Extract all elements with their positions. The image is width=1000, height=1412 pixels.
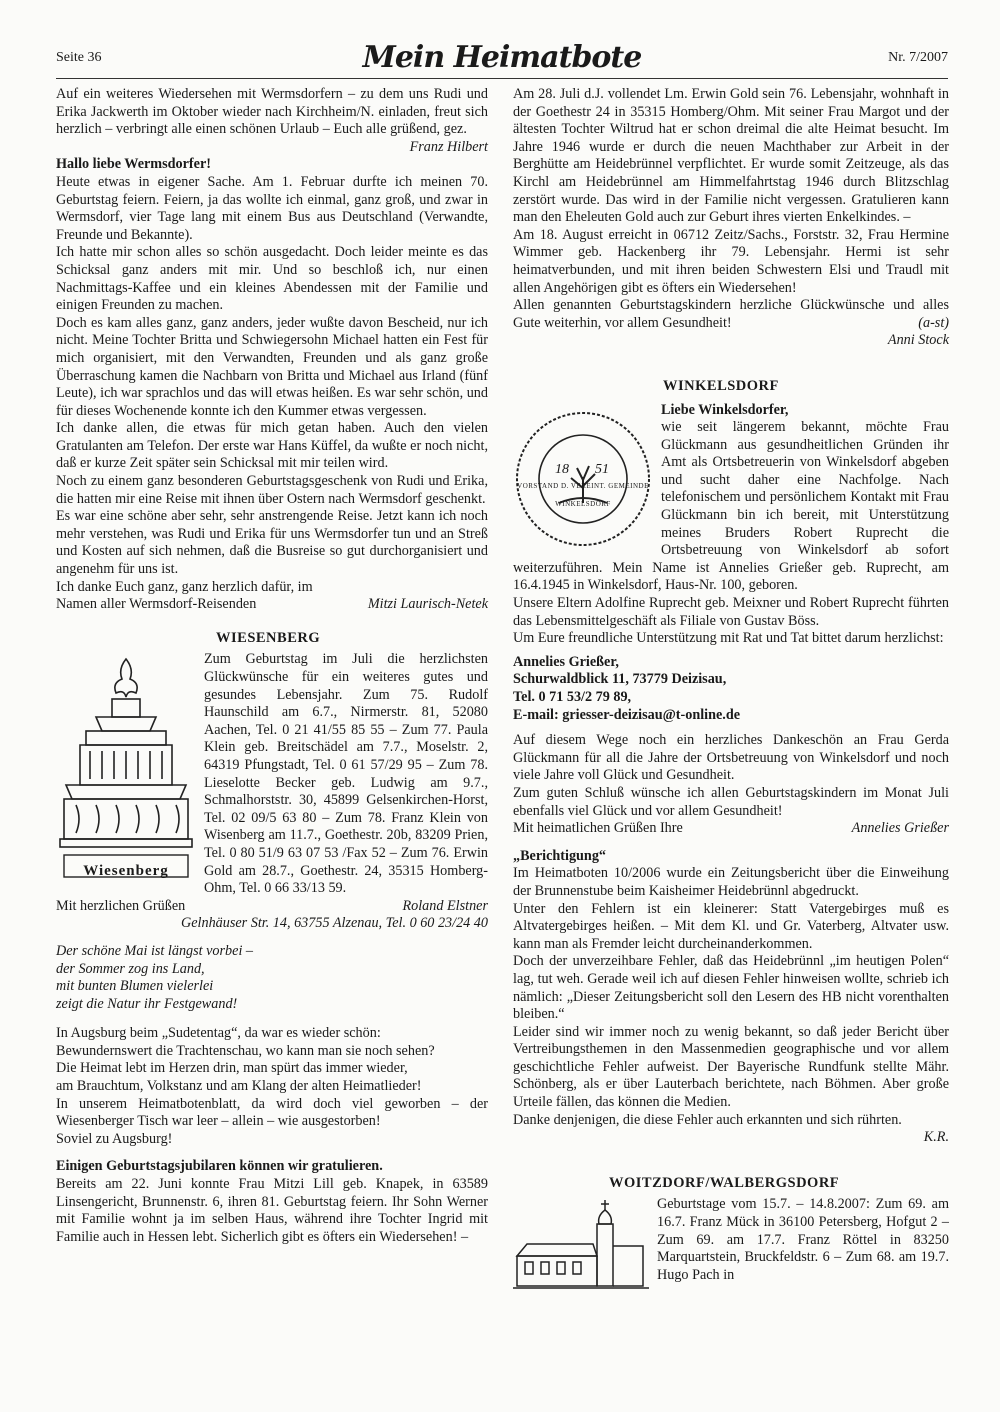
wishes-text: Allen genannten Geburtstagskindern herzliche Glückwünsche und alles Gute weiterhin, vor allem Gesundheit! bbox=[513, 297, 949, 331]
closing-line bbox=[56, 579, 488, 614]
augsburg-line: Bewundernswert die Trachtenschau, wo kann man sie noch sehen? bbox=[56, 1042, 435, 1059]
paragraph: Ich hatte mir schon alles so schön ausgedacht. Doch leider meinte es das Schicksal ganz anders mit mir. Und so beschloß ich, nur einen Nachmittags-Kaffee und ein kleines Abendessen mit der Familie und einigen Freunden zu machen. bbox=[56, 244, 488, 314]
winkelsdorf-block bbox=[513, 402, 949, 596]
paragraph: Im Heimatboten 10/2006 wurde ein Zeitungsbericht über die Einweihung der Brunnenstube beim Kaisheimer Heidebrünnl abgedruckt. bbox=[513, 865, 949, 899]
signature-kr: K.R. bbox=[923, 1129, 949, 1146]
paragraph: Doch es kam alles ganz, ganz anders, jeder wußte davon Bescheid, nur ich nicht. Meine Tochter Britta und Schwiegersohn Michael hatten ein Fest für mich organisiert, mit den Verwandten, Freunden und als ganz große Überraschung kamen die Nachbarn von Britta und Michael aus Irland (fünf Leute), ich war sprachlos und das will etwas heißen. Es war sehr schön, und für dieses Wochenende konnte ich den Kummer etwas vergessen. bbox=[56, 314, 488, 419]
contact-phone: Tel. 0 71 53/2 79 89, bbox=[513, 689, 632, 705]
wiesenberg-label: Wiesenberg bbox=[83, 863, 169, 879]
paragraph-wimmer: Am 18. August erreicht in 06712 Zeitz/Sachs., Forststr. 32, Frau Hermine Wimmer geb. Hackenberg ihr 79. Lebensjahr. Hermi ist sehr heimatverbunden, und mit ihren beiden Schwestern Elsi und Traudl mit allen Angehörigen gibt es öfters ein Wiedersehen! bbox=[513, 226, 949, 296]
church-icon bbox=[513, 1196, 649, 1296]
greeting-text-griesser: Mit heimatlichen Grüßen Ihre bbox=[513, 820, 683, 837]
intro-paragraph: Auf ein weiteres Wiedersehen mit Wermsdorfern – zu dem uns Rudi und Erika Jackwerth im Oktober wieder nach Kirchheim/N. einladen, freut sich herzlich – verbringt alle einen schönen Urlaub – Euch alle grüßend, gez. bbox=[56, 86, 488, 138]
left-column bbox=[56, 86, 488, 1246]
header-rule bbox=[56, 78, 948, 79]
paragraph: Noch zu einem ganz besonderen Geburtstagsgeschenk von Rudi und Erika, die hatten mir eine Reise mit ihnen über Ostern nach Wermsdorf geschenkt. bbox=[56, 473, 488, 507]
greeting-line-griesser bbox=[513, 820, 949, 838]
signature-griesser: Annelies Grießer bbox=[851, 820, 949, 837]
paragraph: Leider sind wir immer noch zu wenig bekannt, so daß jeder Bericht über Vertreibungsthemen in den Massenmedien geographische und vor allem geschichtliche Fehler aufweist. Der Bayerische Rundfunk stellte Mähr. Schönberg, als er über Lauterbach berichtete, nach Böhmen. Aber große Urteile fällen, das können die Medien. bbox=[513, 1023, 949, 1111]
augsburg-line: In Augsburg beim „Sudetentag“, da war es wieder schön: bbox=[56, 1025, 381, 1042]
wishes-tag: (a-st) bbox=[918, 314, 949, 331]
paragraph: Doch der unverzeihbare Fehler, daß das Heidebrünnl „im heutigen Polen“ lag, tut weh. Gerade weil ich auf diesen Fehler hinweisen wollte, schrieb ich nämlich: „Dieser Zeitungsbericht soll den Lesern des HB nicht vorenthalten bleiben.“ bbox=[513, 953, 949, 1023]
poem bbox=[56, 943, 488, 1013]
page-header bbox=[56, 40, 948, 76]
augsburg-poem bbox=[56, 1025, 488, 1148]
paragraph-schluss: Zum guten Schluß wünsche ich allen Geburtstagskindern im Monat Juli ebenfalls viel Glück und vor allem Gesundheit! bbox=[513, 784, 949, 819]
paragraph-lill: Bereits am 22. Juni konnte Frau Mitzi Lill geb. Knapek, in 63589 Linsengericht, Brunnenstr. 6, ihren 81. Geburtstag feiern. Ihr Sohn Werner mit Familie wohnt ja im selben Haus, während ihre Tochter Ingrid mit Familie auch in Hessen lebt. Sicherlich gibt es öfters ein Wiedersehen! – bbox=[56, 1176, 488, 1245]
heading-jubilare: Einigen Geburtstagsjubilaren können wir gratulieren. bbox=[56, 1158, 383, 1175]
paragraph-eltern: Unsere Eltern Adolfine Ruprecht geb. Meixner und Robert Ruprecht führten das Lebensmittelgeschäft als Filiale von Gustav Böss. bbox=[513, 595, 949, 629]
paragraph: Es war eine schöne aber sehr, sehr anstrengende Reise. Jetzt kann ich noch mehr verstehen, was Rudi und Erika für uns Wermsdorfer tun und an Streß und Kosten auf sich nehmen, daß die Busreise so gut durchorganisiert und angenehm für uns ist. bbox=[56, 508, 488, 578]
contact-email: E-mail: griesser-deizisau@t-online.de bbox=[513, 706, 741, 723]
closing-text: Ich danke Euch ganz, ganz herzlich dafür, im Namen aller Wermsdorf-Reisenden bbox=[56, 578, 313, 613]
section-heading-wiesenberg: WIESENBERG bbox=[216, 629, 321, 646]
poem-line: mit bunten Blumen vielerlei bbox=[56, 978, 214, 995]
augsburg-line: In unserem Heimatbotenblatt, da wird doch viel geworben – der Wiesenberger Tisch war leer – allein – wie ausgestorben! bbox=[56, 1095, 488, 1130]
signature-hilbert: Franz Hilbert bbox=[409, 138, 488, 155]
contact-name: Annelies Grießer, bbox=[513, 653, 619, 670]
paragraph: Heute etwas in eigener Sache. Am 1. Februar durfte ich meinen 70. Geburtstag feiern. Feiern, ja das wollte ich einmal, ganz groß, und zwar in Wermsdorf, vier Tage lang mit einem Bus aus Deutschland (Verwandte, Freunde und Bekannte). bbox=[56, 173, 488, 243]
poem-line: der Sommer zog ins Land, bbox=[56, 960, 205, 977]
wiesenberg-block bbox=[56, 651, 488, 897]
wiesenberg-fountain-illustration bbox=[56, 651, 196, 883]
section-heading-winkelsdorf: WINKELSDORF bbox=[663, 377, 779, 394]
paragraph-wishes bbox=[513, 297, 949, 332]
seal-inscription: VORSTAND D. VEREINT. GEMEINDE WINKELSDORF bbox=[517, 482, 649, 508]
paragraph-gold: Am 28. Juli d.J. vollendet Lm. Erwin Gold sein 76. Lebensjahr, wohnhaft in der Goethestr 24 in 35315 Homberg/Ohm. Mit seiner Frau Margot und der ältesten Tochter Wiltrud hat er schon dreimal die alte Heimat besucht. Im Jahre 1946 wurde er durch die neuen Machthaber zur Arbeit in der Berghütte am Heidebrünnel verpflichtet. Er wurde somit Zeitzeuge, als das Kirchl am Heidebrünnel am Himmelfahrtstag 1946 durch Blitzschlag zerstört wurde. Das wird in der Familie nicht vergessen. Gratulieren kann man den Eheleuten Gold auch zur Geburt ihres vierten Enkelkindes. – bbox=[513, 86, 949, 226]
contact-block bbox=[513, 654, 949, 724]
woitzdorf-birthdays: Geburtstage vom 15.7. – 14.8.2007: Zum 69. am 16.7. Franz Mück in 36100 Petersberg, Hofgut 2 – Zum 69. am 17.7. Franz Röttel in 83250 Marquartstein, Bruckfeldstr. 6 – Zum 68. am 19.7. Hugo Pach in bbox=[657, 1196, 949, 1283]
winkelsdorf-seal bbox=[513, 408, 653, 550]
augsburg-line: Soviel zu Augsburg! bbox=[56, 1130, 173, 1147]
church-illustration bbox=[513, 1196, 649, 1296]
fountain-icon bbox=[56, 651, 196, 883]
augsburg-line: am Brauchtum, Volkstanz und am Klang der alten Heimatlieder! bbox=[56, 1078, 422, 1095]
contact-address: Schurwaldblick 11, 73779 Deizisau, bbox=[513, 671, 727, 688]
heading-liebe-winkelsdorfer: Liebe Winkelsdorfer, bbox=[661, 401, 789, 418]
paragraph: Danke denjenigen, die diese Fehler auch erkannten und sich rührten. bbox=[513, 1111, 902, 1128]
seal-year-right: 51 bbox=[595, 461, 609, 477]
page-number: Seite 36 bbox=[56, 50, 102, 65]
augsburg-line: Die Heimat lebt im Herzen drin, man spürt das immer wieder, bbox=[56, 1060, 408, 1077]
wiesenberg-birthdays: Zum Geburtstag im Juli die herzlichsten Glückwünsche für ein weiteres gutes und gesundes Lebensjahr. Zum 75. Rudolf Haunschild am 6.7., Nirmerstr. 81, 52080 Aachen, Tel. 0 21 41/55 85 55 – Zum 77. Paula Klein geb. Breitschädel am 7.7., Moselstr. 2, 64319 Pfungstadt, Tel. 0 61 57/29 95 – Zum 78. Lieselotte Becker geb. Ludwig am 9.7., Schmalhorststr. 30, 45899 Gelsenkirchen-Horst, Tel. 02 09/5 63 80 – Zum 78. Franz Klein von Wisenberg am 11.7., Goethestr. 20b, 83209 Prien, Tel. 0 80 51/9 63 07 53 /Fax 52 – Zum 76. Erwin Gold am 28.7., Goethestr. 24, 35315 Homberg-Ohm, Tel. 0 66 33/13 59. bbox=[204, 651, 488, 897]
paragraph: Unter den Fehlern ist ein kleinerer: Statt Vatergebirges muß es Altvatergebirges heißen. – Mit dem Kl. und Gr. Vaterberg, Altvater usw. kann man als Fremder leicht durcheinanderkommen. bbox=[513, 900, 949, 952]
greeting-line bbox=[56, 898, 488, 916]
paragraph: Ich danke allen, die etwas für mich getan haben. Auch den vielen Gratulanten am Telefon. Der erste war Hans Küffel, da wußte er noch nicht, daß er kurze Zeit später sein Schicksal mit mir teilen wird. bbox=[56, 420, 488, 472]
signature-laurisch: Mitzi Laurisch-Netek bbox=[367, 596, 488, 613]
issue-number: Nr. 7/2007 bbox=[888, 50, 948, 65]
signature-stock: Anni Stock bbox=[887, 332, 949, 349]
right-column bbox=[513, 86, 949, 1298]
address-elstner: Gelnhäuser Str. 14, 63755 Alzenau, Tel. 0 60 23/24 40 bbox=[180, 915, 488, 932]
woitzdorf-block bbox=[513, 1196, 949, 1298]
poem-line: Der schöne Mai ist längst vorbei – bbox=[56, 942, 254, 959]
heading-hallo: Hallo liebe Wermsdorfer! bbox=[56, 156, 211, 173]
signature-elstner: Roland Elstner bbox=[402, 897, 488, 914]
section-heading-woitzdorf: WOITZDORF/WALBERGSDORF bbox=[609, 1174, 840, 1191]
newspaper-title: Mein Heimatbote bbox=[362, 40, 642, 75]
greeting-text: Mit herzlichen Grüßen bbox=[56, 897, 186, 914]
winkelsdorf-text: wie seit längerem bekannt, möchte Frau Glückmann aus gesundheitlichen Gründen ihr Amt als Ortsbetreuerin von Winkelsdorf abgeben und sucht daher eine Nachfolge. Nach telefonischem und persönlichem Kontakt mit Frau Glückmann bin ich bereit, mit Unterstützung meines Bruders Robert Ruprecht die Ortsbetreuung von Winkelsdorf ab sofort weiterzuführen. Mein Name ist Annelies Grießer geb. Ruprecht, am 16.4.1945 in Winkelsdorf, Haus-Nr. 100, geboren. bbox=[513, 419, 949, 594]
paragraph-bitte: Um Eure freundliche Unterstützung mit Rat und Tat bittet darum herzlichst: bbox=[513, 630, 944, 647]
paragraph-dank: Auf diesem Wege noch ein herzliches Dankeschön an Frau Gerda Glückmann für all die Jahre der Ortsbetreuung von Winkelsdorf und noch viele Jahre voll Glück und Gesundheit. bbox=[513, 732, 949, 784]
seal-year-left: 18 bbox=[555, 462, 569, 478]
heading-berichtigung: „Berichtigung“ bbox=[513, 847, 607, 864]
poem-line: zeigt die Natur ihr Festgewand! bbox=[56, 995, 238, 1012]
